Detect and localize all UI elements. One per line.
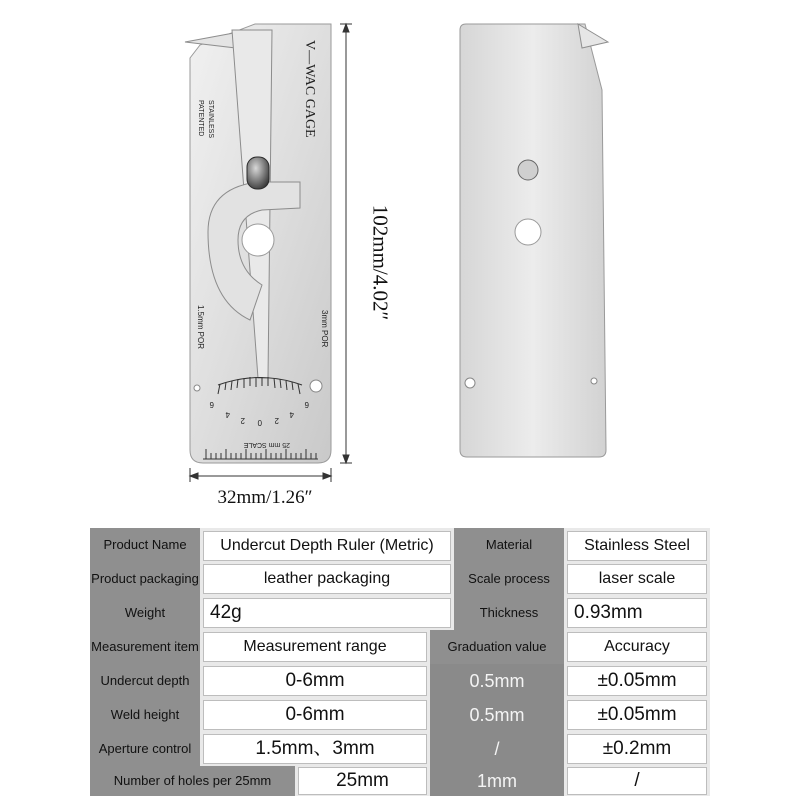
- scale-num-7: 6: [304, 400, 309, 409]
- spec-item-weld-height: Weld height: [90, 698, 200, 732]
- spec-value-material: Stainless Steel: [567, 531, 707, 561]
- height-dimension-label: 102mm/4.02″: [368, 204, 393, 321]
- front-gauge-knob: [247, 157, 269, 189]
- spec-header-accuracy: Accuracy: [567, 632, 707, 662]
- spec-range-weld-height: 0-6mm: [203, 700, 427, 730]
- spec-graduation-aperture-control: /: [430, 732, 564, 766]
- spec-value-thickness: 0.93mm: [567, 598, 707, 628]
- spec-accuracy-aperture-control: ±0.2mm: [567, 734, 707, 764]
- spec-header-item: Measurement item: [90, 630, 200, 664]
- spec-graduation-weld-height: 0.5mm: [430, 698, 564, 732]
- width-dimension-line: [190, 468, 331, 482]
- scale-num-4: 0: [257, 418, 262, 427]
- spec-accuracy-holes-per-25mm: /: [567, 767, 707, 795]
- scale-num-2: 4: [225, 410, 230, 419]
- spec-value-packaging: leather packaging: [203, 564, 451, 594]
- spec-item-aperture-control: Aperture control: [90, 732, 200, 766]
- spec-label-product-name: Product Name: [90, 528, 200, 562]
- gauge-side-text-1: STAINLESS: [207, 100, 214, 138]
- spec-range-aperture-control: 1.5mm、3mm: [203, 734, 427, 764]
- back-gauge-tip: [578, 24, 608, 48]
- width-dimension-label: 32mm/1.26″: [217, 487, 313, 508]
- scale-num-3: 2: [240, 416, 245, 425]
- spec-value-scale-process: laser scale: [567, 564, 707, 594]
- spec-accuracy-weld-height: ±0.05mm: [567, 700, 707, 730]
- spec-value-weight: 42g: [203, 598, 451, 628]
- scale-num-1: 6: [209, 400, 214, 409]
- gauge-title-engraving: V—WAC GAGE: [302, 40, 317, 138]
- back-gauge-hole: [515, 219, 541, 245]
- spec-header-graduation: Graduation value: [430, 630, 564, 664]
- spec-accuracy-undercut-depth: ±0.05mm: [567, 666, 707, 696]
- spec-graduation-undercut-depth: 0.5mm: [430, 664, 564, 698]
- back-gauge-knob: [518, 160, 538, 180]
- spec-header-range: Measurement range: [203, 632, 427, 662]
- spec-range-undercut-depth: 0-6mm: [203, 666, 427, 696]
- spec-table: [90, 528, 710, 796]
- scale-num-5: 2: [274, 416, 279, 425]
- gauge-por-right: 3mm POR: [320, 310, 329, 348]
- spec-label-thickness: Thickness: [454, 596, 564, 630]
- height-dimension-line: [340, 24, 352, 463]
- spec-range-holes-per-25mm: 25mm: [298, 767, 427, 795]
- front-gauge-hole: [242, 224, 274, 256]
- spec-value-product-name: Undercut Depth Ruler (Metric): [203, 531, 451, 561]
- spec-label-scale-process: Scale process: [454, 562, 564, 596]
- spec-label-weight: Weight: [90, 596, 200, 630]
- gauge-side-text-2: PATENTED: [197, 100, 204, 137]
- gauge-por-left: 1.5mm POR: [196, 305, 205, 350]
- gauge-scale-caption: 25 mm SCALE: [243, 441, 290, 448]
- scale-num-6: 4: [289, 410, 294, 419]
- spec-item-holes-per-25mm: Number of holes per 25mm: [90, 766, 295, 796]
- spec-label-material: Material: [454, 528, 564, 562]
- spec-graduation-holes-per-25mm: 1mm: [430, 766, 564, 796]
- spec-label-packaging: Product packaging: [90, 562, 200, 596]
- spec-item-undercut-depth: Undercut depth: [90, 664, 200, 698]
